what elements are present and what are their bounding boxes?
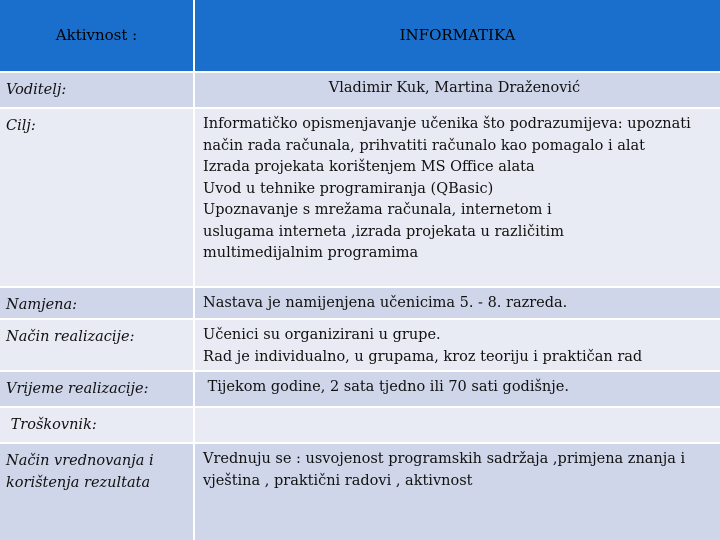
table-row-vrednovanje bbox=[0, 444, 720, 540]
row-value-line: Izrada projekata korištenjem MS Office alata bbox=[203, 159, 535, 175]
header-activity-label: Aktivnost : bbox=[0, 0, 193, 71]
table-row-nacin-realizacije bbox=[0, 320, 720, 370]
row-value-line: Vladimir Kuk, Martina Draženović bbox=[328, 80, 581, 96]
row-label: Cilj: bbox=[0, 109, 193, 286]
table-row-cilj bbox=[0, 109, 720, 286]
row-value-line: Informatičko opismenjavanje učenika što podrazumijeva: upoznati način rada računala, prihvatiti računalo kao pomagalo i alat bbox=[203, 116, 691, 154]
table-row-vrijeme-realizacije bbox=[0, 372, 720, 406]
row-value bbox=[195, 73, 720, 107]
row-label: Troškovnik: bbox=[0, 408, 193, 442]
row-value-line: Vrednuju se : usvojenost programskih sadržaja ,primjena znanja i vještina , praktični radovi , aktivnost bbox=[203, 451, 686, 489]
table-row-voditelj bbox=[0, 73, 720, 107]
row-value bbox=[195, 288, 720, 318]
row-value-line: Nastava je namijenjena učenicima 5. - 8. razreda. bbox=[203, 295, 568, 311]
row-value-line: Upoznavanje s mrežama računala, internetom i uslugama interneta ,izrada projekata u različitim multimedijalnim programima bbox=[203, 202, 564, 261]
row-label: Vrijeme realizacije: bbox=[0, 372, 193, 406]
row-label: Voditelj: bbox=[0, 73, 193, 107]
table-header-row bbox=[0, 0, 720, 71]
row-value-line: Tijekom godine, 2 sata tjedno ili 70 sati godišnje. bbox=[203, 379, 569, 395]
row-value-line: Uvod u tehnike programiranja (QBasic) bbox=[203, 180, 494, 197]
row-value bbox=[195, 444, 720, 540]
row-label: Način realizacije: bbox=[0, 320, 193, 370]
row-value-empty bbox=[195, 408, 720, 442]
row-label: Način vrednovanja i korištenja rezultata bbox=[0, 444, 193, 540]
row-label: Namjena: bbox=[0, 288, 193, 318]
row-value bbox=[195, 372, 720, 406]
row-value bbox=[195, 320, 720, 370]
row-value-line: Rad je individualno, u grupama, kroz teoriju i praktičan rad bbox=[203, 348, 643, 365]
table-row-namjena bbox=[0, 288, 720, 318]
table-row-troskovnik bbox=[0, 408, 720, 442]
row-value bbox=[195, 109, 720, 286]
header-activity-value: INFORMATIKA bbox=[195, 0, 720, 71]
row-value-line: Učenici su organizirani u grupe. bbox=[203, 327, 441, 343]
